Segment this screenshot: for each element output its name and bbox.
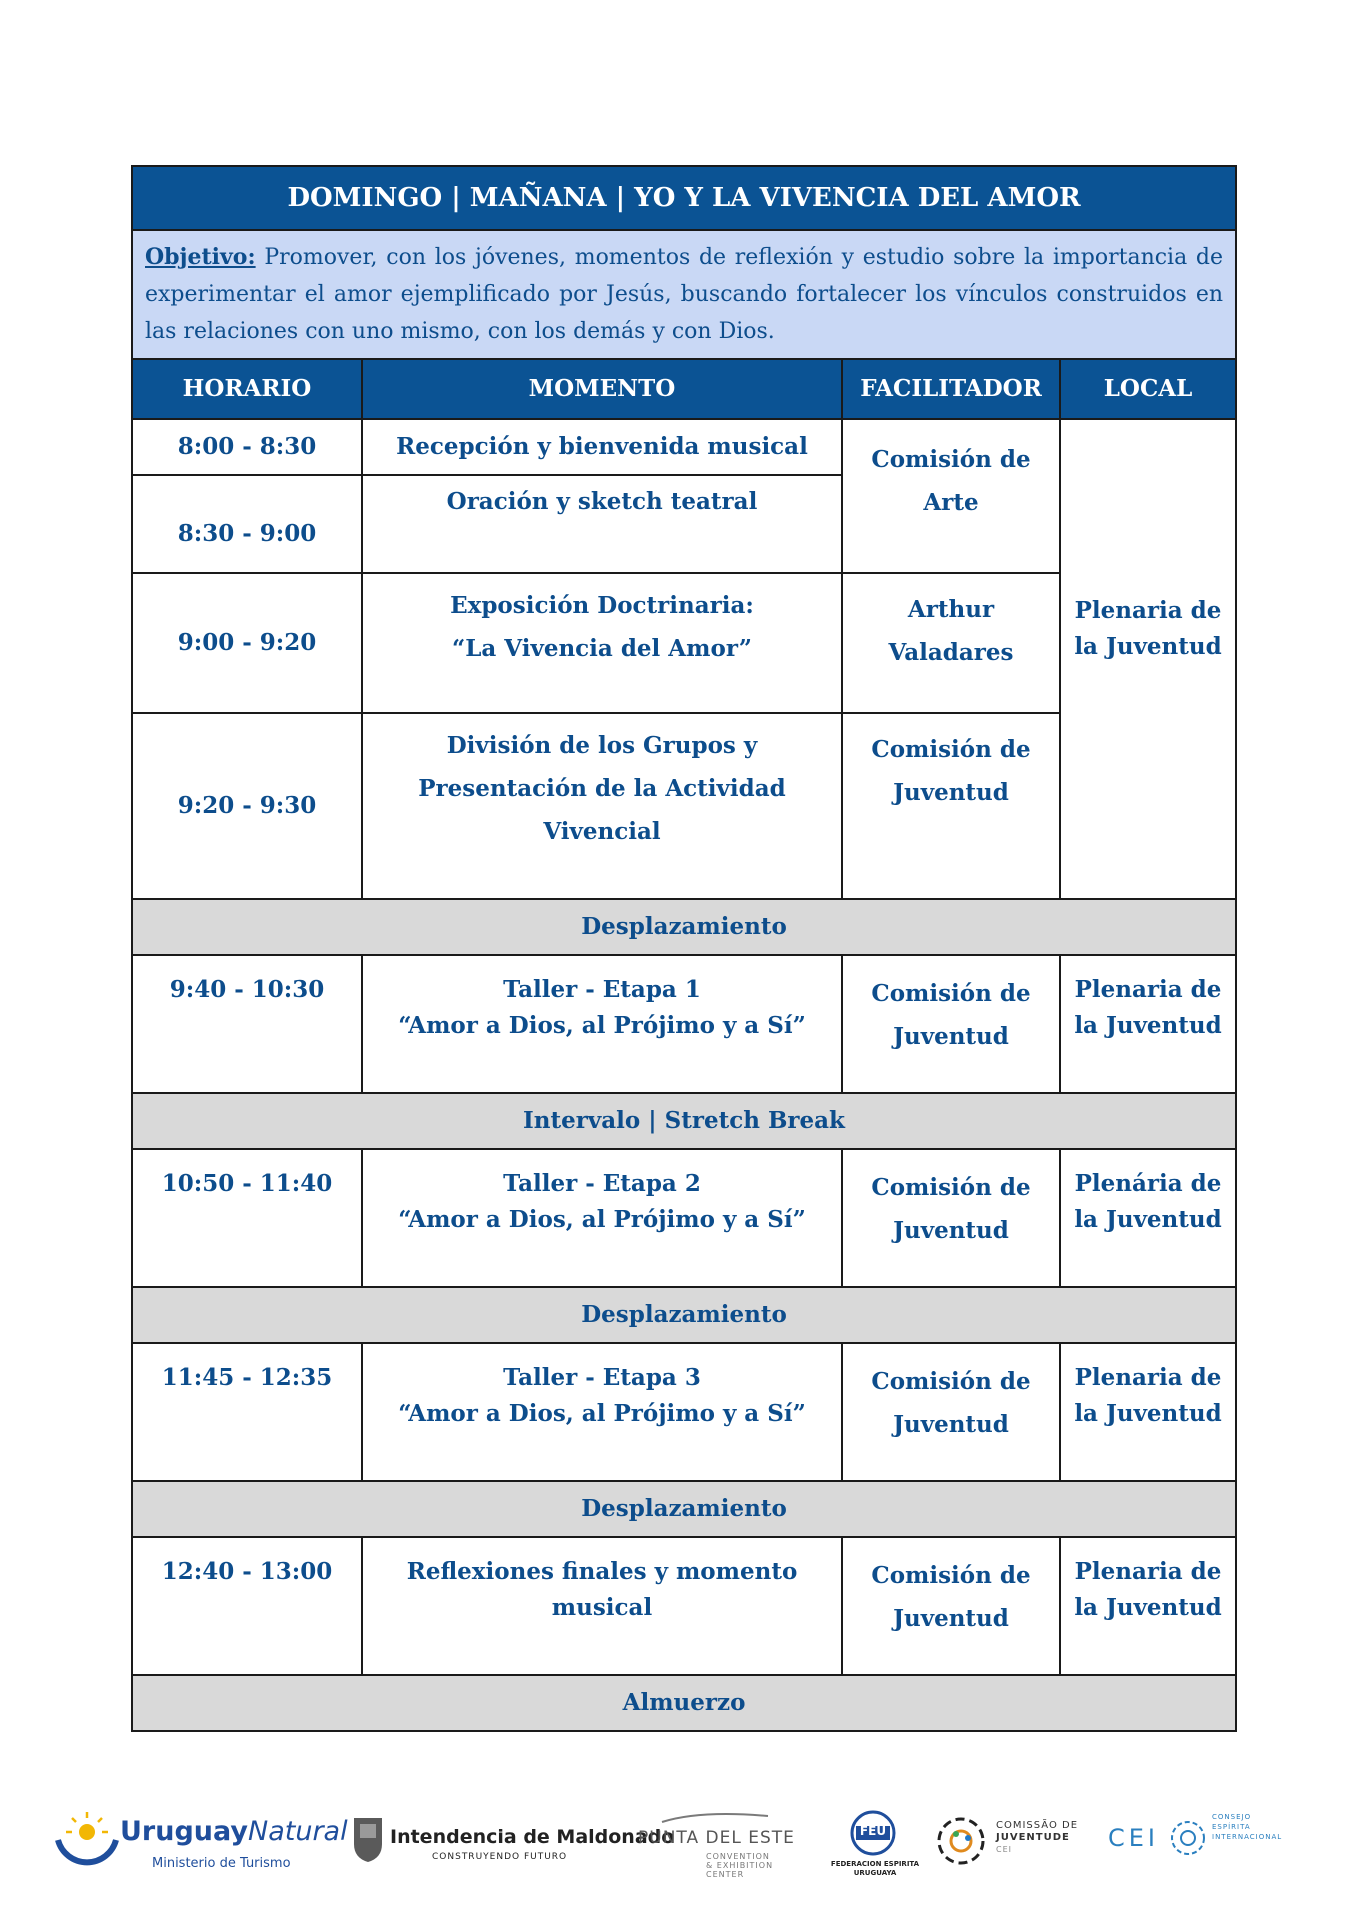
objective-label: Objetivo: [145,244,256,270]
comissao-line: JUVENTUDE [996,1832,1070,1843]
local-cell [1060,1343,1236,1481]
sun-icon [52,1810,122,1872]
facilitador-cell [842,573,1060,713]
table-row [132,955,1236,1093]
sponsor-logos [0,1810,1359,1890]
cei-logo [1108,1810,1288,1890]
punta-sub-line: CONVENTION [706,1852,770,1861]
local-line: Plenaria de [1074,597,1222,624]
momento-cell [362,713,842,899]
cei-name: CEI [1108,1824,1159,1852]
local-line: la Juventud [1074,1594,1222,1621]
intervalo-row: Intervalo | Stretch Break [132,1093,1236,1149]
momento-cell [362,955,842,1093]
time-cell: 12:40 - 13:00 [132,1537,362,1675]
momento-line: Vivencial [543,818,661,845]
facilitador-line: Juventud [893,1023,1009,1050]
time-cell: 9:00 - 9:20 [132,573,362,713]
momento-line: musical [551,1594,653,1621]
desplazamiento-row: Desplazamiento [132,1287,1236,1343]
facilitador-line: Comisión de [871,1368,1031,1395]
local-cell [1060,955,1236,1093]
time-cell: 10:50 - 11:40 [132,1149,362,1287]
momento-cell [362,1537,842,1675]
momento-line: Taller - Etapa 1 [503,976,701,1003]
punta-sub-line: CENTER [706,1870,745,1879]
momento-line: Reflexiones finales y momento [406,1558,798,1585]
momento-line: “La Vivencia del Amor” [451,635,753,662]
local-cell [1060,1537,1236,1675]
local-line: la Juventud [1074,1206,1222,1233]
table-row [132,1537,1236,1675]
momento-cell [362,1343,842,1481]
facilitador-line: Comisión de [871,980,1031,1007]
objective-block [132,230,1236,359]
shield-icon [352,1814,384,1864]
star-gear-icon [1168,1818,1208,1858]
momento-line: División de los Grupos y [446,732,758,759]
cei-line: INTERNACIONAL [1212,1833,1283,1841]
uruguay-subtitle: Ministerio de Turismo [152,1856,291,1871]
maldonado-logo [352,1810,675,1890]
maldonado-subtitle: CONSTRUYENDO FUTURO [432,1852,568,1862]
feu-sub-line: URUGUAYA [853,1869,897,1877]
facilitador-line: Juventud [893,1605,1009,1632]
feu-name: FEU [859,1824,887,1838]
facilitador-line: Juventud [893,1217,1009,1244]
local-line: Plenaria de [1074,1364,1222,1391]
momento-line: “Amor a Dios, al Prójimo y a Sí” [398,1400,806,1427]
table-title: DOMINGO | MAÑANA | YO Y LA VIVENCIA DEL AMOR [132,166,1236,230]
local-line: la Juventud [1074,1400,1222,1427]
feu-sub-line: FEDERACION ESPIRITA [830,1860,920,1868]
facilitador-line: Juventud [893,779,1009,806]
facilitador-line: Comisión de [871,736,1031,763]
schedule-table [131,165,1237,1732]
facilitador-cell [842,713,1060,899]
local-line: Plenária de [1074,1170,1222,1197]
comissao-juventude-logo [932,1810,1102,1890]
momento-line: Presentación de la Actividad [418,775,786,802]
local-line: la Juventud [1074,633,1222,660]
time-cell: 9:20 - 9:30 [132,713,362,899]
desplazamiento-row: Desplazamiento [132,1481,1236,1537]
facilitador-cell [842,1343,1060,1481]
wave-icon [660,1810,770,1824]
facilitador-line: Juventud [893,1411,1009,1438]
local-line: la Juventud [1074,1012,1222,1039]
almuerzo-row: Almuerzo [132,1675,1236,1731]
momento-line: “Amor a Dios, al Prójimo y a Sí” [398,1206,806,1233]
punta-del-este-logo [638,1810,798,1890]
local-line: Plenaria de [1074,1558,1222,1585]
facilitador-line: Comisión de [871,1562,1031,1589]
momento-cell [362,1149,842,1287]
momento-line: Taller - Etapa 2 [503,1170,701,1197]
local-line: Plenaria de [1074,976,1222,1003]
table-row [132,1149,1236,1287]
feu-logo [820,1810,930,1890]
punta-name: PUNTA DEL ESTE [638,1828,795,1848]
time-cell: 11:45 - 12:35 [132,1343,362,1481]
facilitador-cell [842,419,1060,573]
momento-line: “Amor a Dios, al Prójimo y a Sí” [398,1012,806,1039]
time-cell: 8:30 - 9:00 [132,475,362,573]
momento-cell [362,573,842,713]
facilitador-cell [842,1149,1060,1287]
momento-line: Taller - Etapa 3 [503,1364,701,1391]
time-cell: 9:40 - 10:30 [132,955,362,1093]
time-cell: 8:00 - 8:30 [132,419,362,475]
objective-text: Promover, con los jóvenes, momentos de reflexión y estudio sobre la importancia de experimentar el amor ejemplificado por Jesús, buscando fortalecer los vínculos construidos en las relaciones con uno mismo, con los demás y con Dios. [145,245,1224,344]
facilitador-line: Comisión de [871,1174,1031,1201]
table-row [132,419,1236,475]
facilitador-line: Comisión de [871,446,1031,473]
desplazamiento-row: Desplazamiento [132,899,1236,955]
facilitador-cell [842,1537,1060,1675]
momento-cell: Oración y sketch teatral [362,475,842,573]
header-local: LOCAL [1060,359,1236,419]
comissao-line: COMISSÃO DE [996,1820,1079,1831]
table-row [132,1343,1236,1481]
momento-line: Exposición Doctrinaria: [450,592,754,619]
momento-cell: Recepción y bienvenida musical [362,419,842,475]
facilitador-cell [842,955,1060,1093]
local-cell [1060,1149,1236,1287]
facilitador-line: Arte [923,489,979,516]
header-horario: HORARIO [132,359,362,419]
cei-line: CONSEJO [1212,1813,1252,1821]
gear-icon [932,1810,990,1872]
cei-line: ESPÍRITA [1212,1823,1251,1831]
natural-word: Natural [248,1816,348,1847]
uruguay-natural-logo [52,1810,348,1890]
uruguay-word: Uruguay [120,1816,248,1847]
comissao-line: CEI [996,1845,1012,1854]
local-cell [1060,419,1236,899]
facilitador-line: Valadares [888,639,1014,666]
header-momento: MOMENTO [362,359,842,419]
maldonado-name: Intendencia de Maldonado [390,1826,675,1848]
punta-sub-line: & EXHIBITION [706,1861,774,1870]
header-facilitador: FACILITADOR [842,359,1060,419]
facilitador-line: Arthur [907,596,995,623]
